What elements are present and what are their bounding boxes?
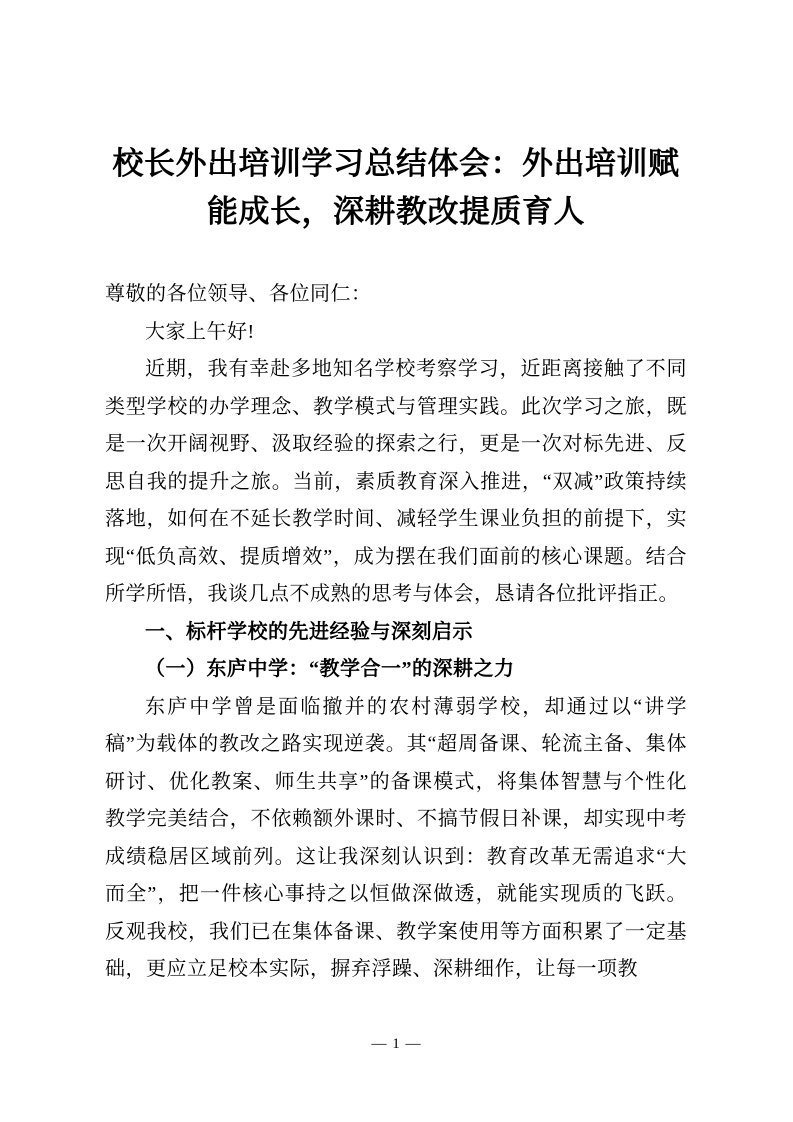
document-body — [105, 276, 687, 989]
document-title-line-2: 能成长，深耕教改提质育人 — [207, 194, 585, 229]
paragraph: 近期，我有幸赴多地知名学校考察学习，近距离接触了不同类型学校的办学理念、教学模式与管理实践。此次学习之旅，既是一次开阔视野、汲取经验的探索之行，更是一次对标先进、反思自我的提升之旅。当前，素质教育深入推进，“双减”政策持续落地，如何在不延长教学时间、减轻学生课业负担的前提下，实现“低负高效、提质增效”，成为摆在我们面前的核心课题。结合所学所悟，我谈几点不成熟的思考与体会，恳请各位批评指正。 — [105, 358, 687, 605]
section-heading: （一）东庐中学：“教学合一”的深耕之力 — [145, 658, 515, 680]
paragraph: 大家上午好! — [145, 320, 255, 343]
document-title — [105, 140, 687, 236]
document-content — [105, 140, 687, 989]
section-heading: 一、标杆学校的先进经验与深刻启示 — [145, 620, 473, 643]
document-title-line-1: 校长外出培训学习总结体会：外出培训赋 — [112, 146, 680, 181]
page-footer — [0, 1036, 793, 1053]
paragraph: 尊敬的各位领导、各位同仁： — [105, 283, 372, 305]
page-number: — 1 — — [371, 1036, 422, 1052]
paragraph: 东庐中学曾是面临撤并的农村薄弱学校，却通过以“讲学稿”为载体的教改之路实现逆袭。其“超周备课、轮流主备、集体研讨、优化教案、师生共享”的备课模式，将集体智慧与个性化教学完美结合，不依赖额外课时、不搞节假日补课，却实现中考成绩稳居区域前列。这让我深刻认识到：教育改革无需追求“大而全”，把一件核心事持之以恒做深做透，就能实现质的飞跃。反观我校，我们已在集体备课、教学案使用等方面积累了一定基础，更应立足校本实际，摒弃浮躁、深耕细作，让每一项教 — [105, 695, 687, 980]
